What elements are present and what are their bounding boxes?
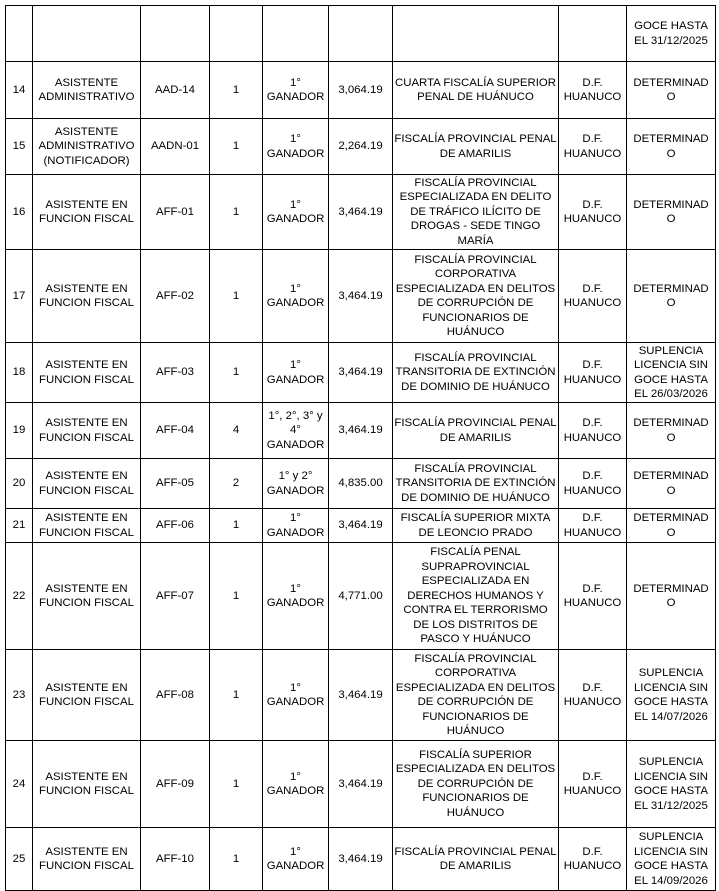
salary-cell: 3,464.19 — [329, 175, 393, 250]
salary-cell: 3,464.19 — [329, 509, 393, 543]
cargo-cell-line: ASISTENTE EN — [45, 359, 128, 371]
location-cell-line: FISCALÍA PROVINCIAL — [414, 652, 537, 665]
cargo-cell — [33, 175, 141, 250]
seat-cell — [559, 509, 627, 543]
condition-cell-line: LICENCIA SIN — [633, 845, 709, 858]
positions-table — [5, 5, 716, 891]
location-cell — [393, 175, 559, 250]
order-cell-line: GANADOR — [266, 597, 325, 609]
location-cell-line: FISCALÍA SUPERIOR — [419, 748, 532, 761]
seat-cell — [559, 650, 627, 741]
location-cell-line: HUÁNUCO — [446, 806, 505, 819]
location-cell-line: TRANSITORIA DE EXTINCIÓN — [395, 366, 556, 379]
seat-cell-line: D.F. — [582, 845, 603, 858]
location-cell-line: SUPRAPROVINCIAL — [421, 560, 530, 573]
salary-cell: 3,464.19 — [329, 250, 393, 343]
order-cell — [263, 650, 329, 741]
table-row — [6, 459, 716, 509]
order-cell-line: GANADOR — [266, 213, 325, 225]
order-cell-line: 1°, 2°, 3° y — [268, 409, 323, 422]
location-cell-line: DE DOMINIO DE HUÁNUCO — [401, 491, 550, 504]
cargo-cell-line: FUNCION FISCAL — [39, 785, 134, 797]
quantity-cell: 1 — [210, 119, 263, 175]
seat-cell-line: D.F. — [582, 133, 603, 145]
seat-cell-line: HUANUCO — [563, 373, 622, 386]
table-row — [6, 509, 716, 543]
cargo-cell-line: ASISTENTE EN — [45, 198, 128, 211]
cargo-cell-line: ADMINISTRATIVO — [38, 91, 135, 103]
salary-cell — [329, 6, 393, 62]
condition-cell-line: EL 14/09/2026 — [634, 874, 708, 887]
condition-cell-line: LICENCIA SIN — [633, 681, 709, 694]
seat-cell — [559, 6, 627, 62]
condition-cell-line: DETERMINADO — [633, 133, 709, 160]
location-cell — [393, 250, 559, 343]
order-cell-line: GANADOR — [266, 297, 325, 309]
location-cell-line: MARÍA — [457, 234, 494, 247]
location-cell-line: FISCALÍA SUPERIOR MIXTA — [400, 512, 551, 524]
table-row — [6, 343, 716, 403]
quantity-cell: 1 — [210, 543, 263, 650]
salary-cell: 3,464.19 — [329, 828, 393, 891]
salary-cell: 3,464.19 — [329, 343, 393, 403]
seat-cell-line: HUANUCO — [563, 297, 622, 309]
order-cell — [263, 175, 329, 250]
seat-cell — [559, 543, 627, 650]
row-number: 24 — [6, 741, 33, 828]
order-cell — [263, 459, 329, 509]
code-cell: AFF-07 — [141, 543, 210, 650]
location-cell-line: DE LEONCIO PRADO — [418, 526, 533, 539]
code-cell: AAD-14 — [141, 62, 210, 119]
order-cell-line: 1° — [290, 582, 301, 595]
order-cell-line: 1° — [290, 282, 301, 295]
quantity-cell — [210, 6, 263, 62]
salary-cell: 2,264.19 — [329, 119, 393, 175]
location-cell — [393, 650, 559, 741]
cargo-cell — [33, 62, 141, 119]
condition-cell-line: DETERMINADO — [633, 582, 709, 609]
condition-cell — [627, 543, 716, 650]
seat-cell — [559, 343, 627, 403]
code-cell: AFF-06 — [141, 509, 210, 543]
table-row — [6, 650, 716, 741]
location-cell-line: FISCALÍA PROVINCIAL — [414, 176, 537, 189]
order-cell-line: 1° — [290, 512, 301, 524]
seat-cell-line: D.F. — [582, 198, 603, 211]
condition-cell — [627, 403, 716, 459]
order-cell — [263, 6, 329, 62]
seat-cell-line: HUANUCO — [563, 484, 622, 497]
order-cell-line: 1° — [290, 198, 301, 211]
quantity-cell: 1 — [210, 509, 263, 543]
location-cell-line: FISCALÍA PROVINCIAL PENAL — [394, 133, 557, 145]
order-cell — [263, 403, 329, 459]
seat-cell — [559, 459, 627, 509]
cargo-cell-line: ADMINISTRATIVO — [38, 140, 135, 153]
condition-cell-line: GOCE HASTA — [634, 20, 708, 32]
condition-cell-line: SUPLENCIA — [638, 344, 704, 357]
condition-cell — [627, 250, 716, 343]
seat-cell — [559, 403, 627, 459]
row-number: 25 — [6, 828, 33, 891]
table-row — [6, 175, 716, 250]
seat-cell-line: HUANUCO — [563, 91, 622, 103]
cargo-cell-line: ASISTENTE — [54, 125, 119, 138]
condition-cell-line: DETERMINADO — [633, 76, 709, 103]
location-cell-line: ESPECIALIZADA EN — [421, 575, 530, 588]
row-number: 21 — [6, 509, 33, 543]
condition-cell-line: DETERMINADO — [633, 198, 709, 225]
seat-cell — [559, 175, 627, 250]
cargo-cell-line: FUNCION FISCAL — [39, 213, 134, 225]
order-cell — [263, 62, 329, 119]
salary-cell: 3,064.19 — [329, 62, 393, 119]
quantity-cell: 1 — [210, 343, 263, 403]
quantity-cell: 1 — [210, 741, 263, 828]
location-cell-line: FISCALÍA PROVINCIAL — [414, 253, 537, 266]
location-cell — [393, 343, 559, 403]
code-cell: AADN-01 — [141, 119, 210, 175]
seat-cell-line: D.F. — [582, 359, 603, 371]
condition-cell-line: GOCE HASTA — [634, 373, 708, 386]
cargo-cell-line: FUNCION FISCAL — [39, 696, 134, 708]
table-row — [6, 119, 716, 175]
condition-cell-line: EL 31/12/2025 — [634, 799, 708, 812]
quantity-cell: 1 — [210, 650, 263, 741]
cargo-cell-line: ASISTENTE EN — [45, 512, 128, 524]
location-cell-line: CORPORATIVA — [434, 667, 517, 679]
condition-cell-line: DETERMINADO — [633, 282, 709, 309]
cargo-cell — [33, 403, 141, 459]
cargo-cell — [33, 650, 141, 741]
cargo-cell-line: (NOTIFICADOR) — [43, 154, 130, 167]
seat-cell-line: D.F. — [582, 770, 603, 783]
cargo-cell-line: FUNCION FISCAL — [39, 297, 134, 309]
seat-cell-line: HUANUCO — [563, 597, 622, 609]
seat-cell-line: D.F. — [582, 582, 603, 595]
seat-cell-line: HUANUCO — [563, 431, 622, 444]
code-cell: AFF-01 — [141, 175, 210, 250]
location-cell-line: TRANSITORIA DE EXTINCIÓN — [395, 477, 556, 490]
cargo-cell-line: FUNCION FISCAL — [39, 431, 134, 444]
location-cell-line: DE CORRUPCIÓN DE — [417, 777, 534, 790]
row-number: 16 — [6, 175, 33, 250]
condition-cell — [627, 459, 716, 509]
condition-cell-line: DETERMINADO — [633, 417, 709, 444]
cargo-cell-line: FUNCION FISCAL — [39, 526, 134, 539]
location-cell-line: DE LOS DISTRITOS DE — [413, 618, 538, 631]
order-cell-line: 1° — [290, 76, 301, 89]
table-row — [6, 403, 716, 459]
table-row — [6, 250, 716, 343]
code-cell: AFF-03 — [141, 343, 210, 403]
location-cell-line: FISCALÍA PROVINCIAL — [414, 351, 537, 364]
location-cell-line: FISCALÍA PENAL — [430, 546, 521, 559]
code-cell: AFF-08 — [141, 650, 210, 741]
location-cell-line: DE AMARILIS — [439, 431, 512, 444]
seat-cell-line: HUANUCO — [563, 860, 622, 872]
seat-cell-line: HUANUCO — [563, 526, 622, 539]
order-cell-line: GANADOR — [266, 785, 325, 797]
order-cell-line: GANADOR — [266, 373, 325, 386]
condition-cell-line: SUPLENCIA — [638, 667, 704, 679]
condition-cell-line: LICENCIA SIN — [633, 770, 709, 783]
seat-cell-line: D.F. — [582, 470, 603, 482]
quantity-cell: 1 — [210, 250, 263, 343]
seat-cell-line: D.F. — [582, 417, 603, 429]
row-number: 22 — [6, 543, 33, 650]
seat-cell — [559, 741, 627, 828]
location-cell-line: FISCALÍA PROVINCIAL PENAL — [394, 845, 557, 858]
order-cell-line: 4° — [290, 424, 301, 437]
condition-cell-line: DETERMINADO — [633, 470, 709, 497]
location-cell-line: DE CORRUPCIÓN DE — [417, 297, 534, 309]
code-cell — [141, 6, 210, 62]
order-cell-line: 1° — [290, 681, 301, 694]
table-row — [6, 828, 716, 891]
order-cell-line: GANADOR — [266, 438, 325, 451]
location-cell-line: CORPORATIVA — [434, 268, 517, 280]
location-cell-line: PASCO Y HUÁNUCO — [420, 633, 531, 646]
condition-cell-line: LICENCIA SIN — [633, 359, 709, 371]
location-cell-line: FUNCIONARIOS DE — [422, 792, 529, 805]
row-number: 19 — [6, 403, 33, 459]
salary-cell: 3,464.19 — [329, 403, 393, 459]
row-number: 14 — [6, 62, 33, 119]
location-cell — [393, 828, 559, 891]
seat-cell-line: HUANUCO — [563, 785, 622, 797]
salary-cell: 4,835.00 — [329, 459, 393, 509]
order-cell — [263, 741, 329, 828]
location-cell — [393, 459, 559, 509]
order-cell-line: 1° — [290, 359, 301, 371]
location-cell-line: DE CORRUPCIÓN DE — [417, 696, 534, 708]
order-cell-line: 1° — [290, 770, 301, 783]
salary-cell: 3,464.19 — [329, 650, 393, 741]
location-cell-line: DERECHOS HUMANOS Y — [407, 589, 544, 602]
location-cell-line: ESPECIALIZADA EN DELITOS — [395, 282, 556, 295]
cargo-cell-line: ASISTENTE EN — [45, 681, 128, 694]
condition-cell — [627, 343, 716, 403]
seat-cell — [559, 119, 627, 175]
condition-cell-line: GOCE HASTA — [634, 860, 708, 872]
table-body — [6, 6, 716, 891]
row-number: 23 — [6, 650, 33, 741]
condition-cell — [627, 828, 716, 891]
quantity-cell: 1 — [210, 175, 263, 250]
order-cell-line: 1° y 2° — [278, 470, 313, 482]
cargo-cell-line: ASISTENTE — [54, 76, 119, 89]
condition-cell — [627, 741, 716, 828]
location-cell — [393, 741, 559, 828]
order-cell — [263, 119, 329, 175]
location-cell-line: DE AMARILIS — [439, 147, 512, 160]
location-cell-line: PENAL DE HUÁNUCO — [417, 91, 534, 103]
seat-cell-line: HUANUCO — [563, 213, 622, 225]
condition-cell — [627, 175, 716, 250]
cargo-cell — [33, 119, 141, 175]
cargo-cell-line: FUNCION FISCAL — [39, 860, 134, 872]
condition-cell — [627, 509, 716, 543]
location-cell-line: ESPECIALIZADA EN DELITOS — [395, 763, 556, 776]
code-cell: AFF-10 — [141, 828, 210, 891]
location-cell-line: DE DOMINIO DE HUÁNUCO — [401, 380, 550, 393]
cargo-cell-line: ASISTENTE EN — [45, 417, 128, 429]
cargo-cell-line: ASISTENTE EN — [45, 770, 128, 783]
order-cell-line: GANADOR — [266, 147, 325, 160]
order-cell-line: GANADOR — [266, 696, 325, 708]
order-cell-line: GANADOR — [266, 484, 325, 497]
table-row — [6, 543, 716, 650]
cargo-cell — [33, 459, 141, 509]
row-number: 18 — [6, 343, 33, 403]
code-cell: AFF-04 — [141, 403, 210, 459]
location-cell-line: DE AMARILIS — [439, 860, 512, 872]
order-cell — [263, 828, 329, 891]
condition-cell — [627, 62, 716, 119]
seat-cell-line: HUANUCO — [563, 147, 622, 160]
seat-cell-line: HUANUCO — [563, 696, 622, 708]
cargo-cell — [33, 6, 141, 62]
quantity-cell: 1 — [210, 62, 263, 119]
location-cell-line: FUNCIONARIOS DE — [422, 311, 529, 324]
location-cell-line: ESPECIALIZADA EN DELITO — [399, 191, 552, 204]
location-cell-line: FUNCIONARIOS DE — [422, 710, 529, 723]
location-cell-line: HUÁNUCO — [446, 326, 505, 338]
cargo-cell-line: ASISTENTE EN — [45, 845, 128, 858]
location-cell-line: DROGAS - SEDE TINGO — [410, 220, 541, 233]
row-number: 17 — [6, 250, 33, 343]
code-cell: AFF-02 — [141, 250, 210, 343]
location-cell — [393, 119, 559, 175]
location-cell-line: FISCALÍA PROVINCIAL PENAL — [394, 417, 557, 429]
location-cell-line: FISCALÍA PROVINCIAL — [414, 462, 537, 475]
row-number: 15 — [6, 119, 33, 175]
order-cell-line: GANADOR — [266, 526, 325, 539]
condition-cell-line: SUPLENCIA — [638, 831, 704, 843]
condition-cell-line: EL 26/03/2026 — [634, 388, 708, 400]
location-cell-line: HUÁNUCO — [446, 725, 505, 737]
seat-cell-line: D.F. — [582, 76, 603, 89]
table-row — [6, 741, 716, 828]
order-cell-line: GANADOR — [266, 860, 325, 872]
condition-cell-line: GOCE HASTA — [634, 696, 708, 708]
quantity-cell: 2 — [210, 459, 263, 509]
cargo-cell-line: ASISTENTE EN — [45, 282, 128, 295]
salary-cell: 4,771.00 — [329, 543, 393, 650]
cargo-cell-line: ASISTENTE EN — [45, 582, 128, 595]
order-cell-line: 1° — [290, 845, 301, 858]
location-cell — [393, 6, 559, 62]
row-number — [6, 6, 33, 62]
order-cell — [263, 343, 329, 403]
condition-cell-line: GOCE HASTA — [634, 785, 708, 797]
location-cell — [393, 509, 559, 543]
location-cell-line: ESPECIALIZADA EN DELITOS — [395, 681, 556, 694]
quantity-cell: 4 — [210, 403, 263, 459]
table-row-partial — [6, 6, 716, 62]
condition-cell — [627, 650, 716, 741]
location-cell-line: CONTRA EL TERRORISMO — [403, 604, 548, 617]
location-cell — [393, 62, 559, 119]
location-cell — [393, 543, 559, 650]
cargo-cell — [33, 543, 141, 650]
order-cell — [263, 543, 329, 650]
cargo-cell — [33, 509, 141, 543]
seat-cell — [559, 62, 627, 119]
condition-cell-line: SUPLENCIA — [638, 756, 704, 768]
seat-cell — [559, 250, 627, 343]
cargo-cell-line: FUNCION FISCAL — [39, 597, 134, 609]
condition-cell-line: EL 31/12/2025 — [634, 34, 708, 47]
table-row — [6, 62, 716, 119]
cargo-cell-line: FUNCION FISCAL — [39, 373, 134, 386]
cargo-cell-line: FUNCION FISCAL — [39, 484, 134, 497]
order-cell-line: GANADOR — [266, 91, 325, 103]
order-cell — [263, 250, 329, 343]
cargo-cell — [33, 741, 141, 828]
condition-cell — [627, 119, 716, 175]
order-cell-line: 1° — [290, 133, 301, 145]
cargo-cell-line: ASISTENTE EN — [45, 470, 128, 482]
code-cell: AFF-09 — [141, 741, 210, 828]
condition-cell — [627, 6, 716, 62]
cargo-cell — [33, 250, 141, 343]
seat-cell-line: D.F. — [582, 282, 603, 295]
cargo-cell — [33, 828, 141, 891]
order-cell — [263, 509, 329, 543]
location-cell-line: CUARTA FISCALÍA SUPERIOR — [395, 76, 556, 89]
location-cell — [393, 403, 559, 459]
row-number: 20 — [6, 459, 33, 509]
condition-cell-line: DETERMINADO — [633, 512, 709, 539]
condition-cell-line: EL 14/07/2026 — [634, 710, 708, 723]
salary-cell: 3,464.19 — [329, 741, 393, 828]
seat-cell-line: D.F. — [582, 681, 603, 694]
code-cell: AFF-05 — [141, 459, 210, 509]
seat-cell-line: D.F. — [582, 512, 603, 524]
quantity-cell: 1 — [210, 828, 263, 891]
location-cell-line: DE TRÁFICO ILÍCITO DE — [410, 205, 541, 218]
seat-cell — [559, 828, 627, 891]
cargo-cell — [33, 343, 141, 403]
